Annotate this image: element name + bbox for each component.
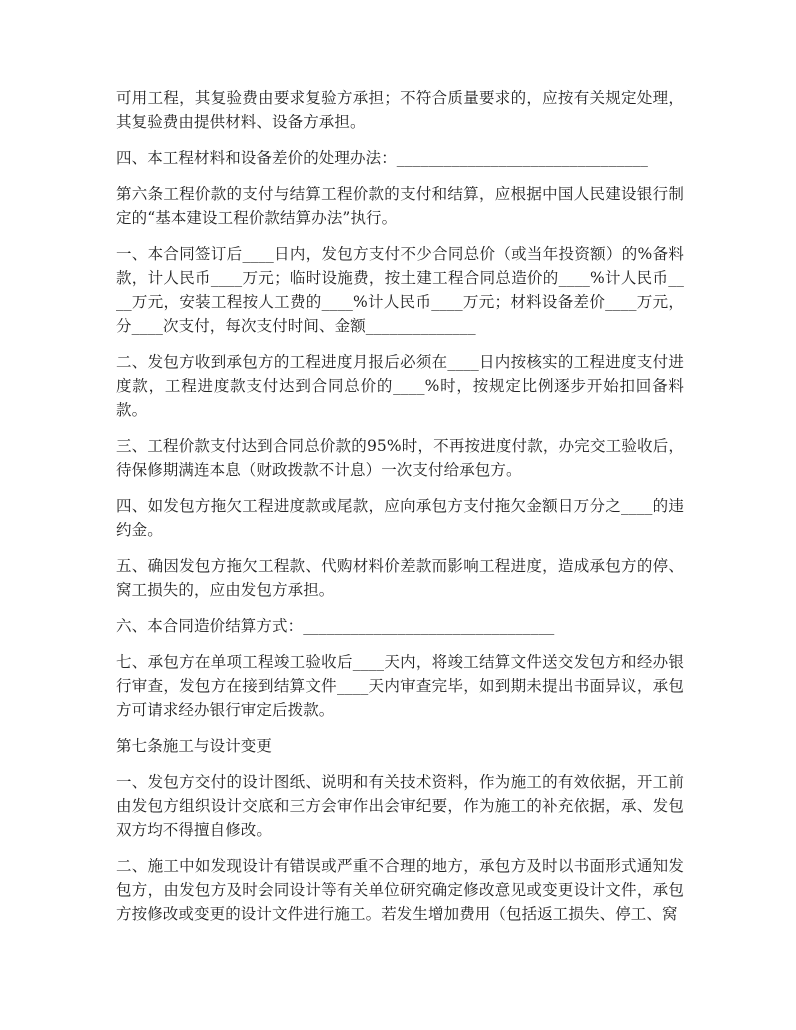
paragraph-completion-settlement: 七、承包方在单项工程竣工验收后____天内，将竣工结算文件送交发包方和经办银行审查，发包方在接到结算文件____天内审查完毕，如到期未提出书面异议，承包方可请求经办银行审定后拨款。: [116, 653, 684, 719]
paragraph-article-7: 第七条施工与设计变更: [116, 737, 273, 755]
paragraph-final-payment: 三、工程价款支付达到合同总价款的95%时，不再按进度付款，办完交工验收后，待保修期满连本息（财政拨款不计息）一次支付给承包方。: [116, 437, 684, 479]
paragraph-price-difference: 四、本工程材料和设备差价的处理办法：________________________________: [116, 149, 649, 167]
paragraph-progress-payment: 二、发包方收到承包方的工程进度月报后必须在____日内按核实的工程进度支付进度款，工程进度款支付达到合同总价的____%时，按规定比例逐步开始扣回备料款。: [116, 353, 684, 419]
paragraph-inspection-cost: 可用工程，其复验费由要求复验方承担；不符合质量要求的，应按有关规定处理，其复验费由提供材料、设备方承担。: [116, 89, 684, 131]
paragraph-penalty: 四、如发包方拖欠工程进度款或尾款，应向承包方支付拖欠金额日万分之____的违约金。: [116, 497, 684, 539]
paragraph-advance-payment: 一、本合同签订后____日内，发包方支付不少合同总价（或当年投资额）的%备料款，计人民币____万元；临时设施费，按土建工程合同总造价的____%计人民币____万元，安装工程按人工费的____%计人民币____万元；材料设备差价____万元，分____次支付，每次支付时间、金额______________: [116, 245, 684, 335]
paragraph-design-documents: 一、发包方交付的设计图纸、说明和有关技术资料，作为施工的有效依据，开工前由发包方组织设计交底和三方会审作出会审纪要，作为施工的补充依据，承、发包双方均不得擅自修改。: [116, 773, 684, 839]
paragraph-design-changes: 二、施工中如发现设计有错误或严重不合理的地方，承包方及时以书面形式通知发包方，由发包方及时会同设计等有关单位研究确定修改意见或变更设计文件，承包方按修改或变更的设计文件进行施工。若发生增加费用（包括返工损失、停工、窝: [116, 857, 684, 923]
paragraph-delay-loss: 五、确因发包方拖欠工程款、代购材料价差款而影响工程进度，造成承包方的停、窝工损失的，应由发包方承担。: [116, 557, 684, 599]
paragraph-article-6: 第六条工程价款的支付与结算工程价款的支付和结算，应根据中国人民建设银行制定的“基本建设工程价款结算办法”执行。: [116, 185, 684, 227]
paragraph-settlement-method: 六、本合同造价结算方式：________________________________: [116, 617, 555, 635]
document-body: [116, 86, 684, 938]
